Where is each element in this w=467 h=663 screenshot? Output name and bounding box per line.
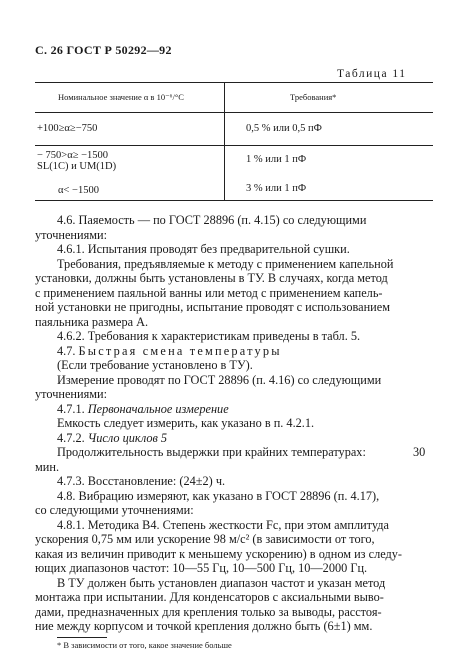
table-row-rule <box>35 145 433 146</box>
text-line: 4.7.2. Число циклов 5 <box>57 430 168 445</box>
text-line: ной установки не пригодны, испытание проводят с использованием <box>35 300 390 314</box>
text-line: Продолжительность выдержки при крайних температурах: <box>57 445 366 459</box>
table-cell: 0,5 % или 0,5 пФ <box>246 123 322 134</box>
text-line: ускорения 0,75 мм или ускорение 98 м/с² (в зависимости от того, <box>35 532 375 546</box>
text-line: установки, должны быть установлены в ТУ. В случаях, когда метод <box>35 271 388 285</box>
text-line: Емкость следует измерить, как указано в п. 4.2.1. <box>57 416 315 430</box>
text-line: с применением паяльной ванны или метод с применением капель- <box>35 285 383 300</box>
text-line: дами, предназначенных для крепления только за выводы, расстоя- <box>35 604 382 619</box>
text-line: Требования, предъявляемые к методу с применением капельной <box>57 256 394 271</box>
text-line: монтажа при испытании. Для конденсаторов с аксиальными выво- <box>35 590 384 604</box>
section-title-spaced: Быстрая смена температуры <box>78 343 282 358</box>
text-line: 4.7. Быстрая смена температуры <box>57 343 282 358</box>
text-line: уточнениями: <box>35 227 108 242</box>
italic-subtitle: Первоначальное измерение <box>87 401 229 416</box>
table-column-divider <box>224 82 225 200</box>
text-line: 4.6. Паяемость — по ГОСТ 28896 (п. 4.15) со следующими <box>57 213 367 227</box>
table-cell: SL(1C) и UM(1D) <box>37 161 117 172</box>
text-line: уточнениями: <box>35 387 108 401</box>
text-line: паяльника размера А. <box>35 314 149 329</box>
text-line: со следующими уточнениями: <box>35 503 194 517</box>
text-line: В ТУ должен быть установлен диапазон частот и указан метод <box>57 575 386 590</box>
table-cell: 1 % или 1 пФ <box>246 154 307 165</box>
text-line: 4.7.1. Первоначальное измерение <box>57 401 229 416</box>
text-line: (Если требование установлено в ТУ). <box>57 358 253 372</box>
text-line: Измерение проводят по ГОСТ 28896 (п. 4.16) со следующими <box>57 372 382 387</box>
text-line: 4.6.1. Испытания проводят без предварительной сушки. <box>57 242 350 256</box>
text-line: 4.6.2. Требования к характеристикам приведены в табл. 5. <box>57 329 361 343</box>
footnote-rule <box>57 637 107 638</box>
table-header-rule <box>35 112 433 113</box>
table-bottom-rule <box>35 200 433 201</box>
text-line: мин. <box>35 459 60 474</box>
italic-subtitle: Число циклов 5 <box>87 430 168 445</box>
table-cell: α< −1500 <box>58 185 99 196</box>
text-line: 4.8. Вибрацию измеряют, как указано в ГОСТ 28896 (п. 4.17), <box>57 488 380 503</box>
text-line: ющих диапазонов частот: 10—55 Гц, 10—500 Гц, 10—2000 Гц. <box>35 561 368 575</box>
table-caption: Таблица 11 <box>337 68 407 80</box>
table-cell: +100≥α≥−750 <box>37 123 98 134</box>
page-header: С. 26 ГОСТ Р 50292—92 <box>35 43 172 57</box>
table-cell: 3 % или 1 пФ <box>246 183 307 194</box>
table-top-rule <box>35 82 433 83</box>
table-header-value: Номинальное значение α в 10⁻⁶/°С <box>58 92 184 102</box>
footnote: * В зависимости от того, какое значение больше <box>57 640 232 650</box>
text-line: 4.7.3. Восстановление: (24±2) ч. <box>57 474 226 488</box>
table-header-requirements: Требования* <box>290 92 337 102</box>
text-line: 30 <box>413 445 426 459</box>
table-cell: − 750>α≥ −1500 <box>37 150 109 161</box>
text-line: какая из величин приводит к меньшему ускорению) в одном из следу- <box>35 546 402 561</box>
text-line: ние между корпусом и точкой крепления должно быть (6±1) мм. <box>35 619 373 633</box>
text-line: 4.8.1. Методика В4. Степень жесткости Fc, при этом амплитуда <box>57 517 389 532</box>
